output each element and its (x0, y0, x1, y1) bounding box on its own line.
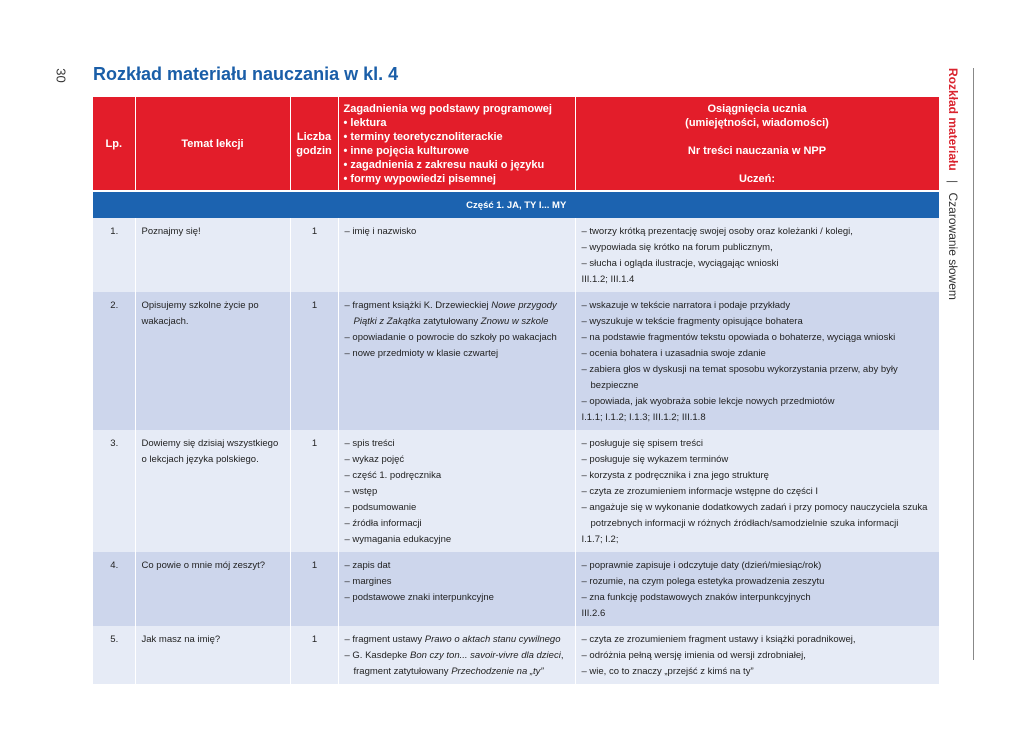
row-topic: Dowiemy się dzisiaj wszystkiego o lekcjach języka polskiego. (135, 430, 290, 552)
row-issues (338, 552, 575, 626)
row-achievements (575, 626, 939, 684)
running-header-separator: | (946, 180, 960, 184)
row-hours: 1 (290, 292, 338, 430)
header-hours (290, 97, 338, 191)
table-row (93, 218, 939, 292)
row-issues (338, 626, 575, 684)
row-topic: Opisujemy szkolne życie po wakacjach. (135, 292, 290, 430)
page-title: Rozkład materiału nauczania w kl. 4 (93, 64, 399, 84)
achievement-item: – opowiada, jak wyobraża sobie lekcje nowych przedmiotów (581, 396, 835, 407)
issue-text: – fragment książki K. Drzewieckiej (344, 300, 492, 311)
achievement-item: – tworzy krótką prezentację swojej osoby oraz koleżanki / kolegi, (581, 226, 853, 237)
issue-item: – część 1. podręcznika (344, 470, 442, 481)
row-topic: Poznajmy się! (135, 218, 290, 292)
issue-item: – margines (344, 576, 392, 587)
header-issues-line: • inne pojęcia kulturowe (343, 144, 469, 157)
issue-item: – imię i nazwisko (344, 226, 417, 237)
row-topic: Jak masz na imię? (135, 626, 290, 684)
issue-item: – wykaz pojęć (344, 454, 405, 465)
issue-text: , fragment zatytułowany (353, 650, 564, 677)
header-achievements-line: Uczeń: (738, 172, 776, 185)
row-number: 4. (93, 552, 135, 626)
header-issues-line: • terminy teoretycznoliterackie (343, 130, 503, 143)
book-title: Nowe przygody Piątki z Zakątka (353, 300, 557, 327)
row-number: 5. (93, 626, 135, 684)
header-lp: Lp. (93, 97, 135, 191)
row-achievements (575, 552, 939, 626)
header-hours-line2: godzin (296, 144, 332, 157)
header-topic: Temat lekcji (135, 97, 290, 191)
row-achievements (575, 292, 939, 430)
row-hours: 1 (290, 552, 338, 626)
issue-item: – wstęp (344, 486, 378, 497)
header-achievements-line: Nr treści nauczania w NPP (687, 144, 827, 157)
running-header-section: Rozkład materiału (946, 68, 960, 171)
achievement-item: – wie, co to znaczy „przejść z kimś na ty” (581, 666, 754, 677)
row-issues (338, 430, 575, 552)
running-header-chapter: Czarowanie słowem (946, 192, 960, 300)
table-row (93, 430, 939, 552)
issue-text: zatytułowany (420, 316, 481, 327)
issue-item: – opowiadanie o powrocie do szkoły po wakacjach (344, 332, 557, 343)
table-row (93, 626, 939, 684)
achievement-item: – zabiera głos w dyskusji na temat sposobu wykorzystania przerw, aby były bezpieczne (581, 364, 898, 391)
achievement-item: – korzysta z podręcznika i zna jego strukturę (581, 470, 769, 481)
law-title: Prawo o aktach stanu cywilnego (424, 634, 561, 645)
row-topic: Co powie o mnie mój zeszyt? (135, 552, 290, 626)
row-issues (338, 218, 575, 292)
table-row (93, 552, 939, 626)
issue-item: – podsumowanie (344, 502, 417, 513)
achievement-item: – wyszukuje w tekście fragmenty opisujące bohatera (581, 316, 803, 327)
table-row (93, 292, 939, 430)
curriculum-codes: III.2.6 (581, 608, 606, 619)
row-issues (338, 292, 575, 430)
achievement-item: – na podstawie fragmentów tekstu opowiada o bohaterze, wyciąga wnioski (581, 332, 896, 343)
issue-item: – źródła informacji (344, 518, 422, 529)
row-hours: 1 (290, 218, 338, 292)
header-hours-line1: Liczba (296, 130, 332, 143)
part-title: Część 1. JA, TY I... MY (93, 191, 939, 218)
row-number: 3. (93, 430, 135, 552)
header-issues-line: Zagadnienia wg podstawy programowej (343, 102, 552, 115)
header-issues-line: • formy wypowiedzi pisemnej (343, 172, 496, 185)
header-issues-line: • lektura (343, 116, 387, 129)
achievement-item: – poprawnie zapisuje i odczytuje daty (dzień/miesiąc/rok) (581, 560, 822, 571)
achievement-item: – posługuje się wykazem terminów (581, 454, 729, 465)
achievement-item: – wskazuje w tekście narratora i podaje przykłady (581, 300, 791, 311)
achievement-item: – rozumie, na czym polega estetyka prowadzenia zeszytu (581, 576, 825, 587)
running-header (946, 68, 960, 300)
curriculum-codes: I.1.1; I.1.2; I.1.3; III.1.2; III.1.8 (581, 412, 706, 423)
book-title: Bon czy ton... savoir-vivre dla dzieci (409, 650, 561, 661)
issue-item: – podstawowe znaki interpunkcyjne (344, 592, 494, 603)
chapter-title: Przechodzenie na „ty” (451, 666, 544, 677)
page-number: 30 (53, 68, 69, 83)
issue-item: – spis treści (344, 438, 395, 449)
chapter-title: Znowu w szkole (480, 316, 549, 327)
issue-text: – G. Kasdepke (344, 650, 410, 661)
row-achievements (575, 218, 939, 292)
achievement-item: – ocenia bohatera i uzasadnia swoje zdanie (581, 348, 766, 359)
header-issues (338, 97, 575, 191)
achievement-item: – angażuje się w wykonanie dodatkowych zadań i przy pomocy nauczyciela szuka potrzebnych informacji w różnych źródłach/samodzielnie szuka informacji (581, 502, 928, 529)
issue-item: – wymagania edukacyjne (344, 534, 452, 545)
row-hours: 1 (290, 430, 338, 552)
issue-item (345, 648, 570, 680)
achievement-item: – czyta ze zrozumieniem fragment ustawy i książki poradnikowej, (581, 634, 856, 645)
achievement-item: – słucha i ogląda ilustracje, wyciągając wnioski (581, 258, 779, 269)
achievement-item: – odróżnia pełną wersję imienia od wersji zdrobniałej, (581, 650, 806, 661)
row-number: 1. (93, 218, 135, 292)
issue-text: – fragment ustawy (344, 634, 425, 645)
part-row (93, 191, 939, 218)
row-achievements (575, 430, 939, 552)
achievement-item: – wypowiada się krótko na forum publicznym, (581, 242, 773, 253)
header-issues-line: • zagadnienia z zakresu nauki o języku (343, 158, 545, 171)
row-hours: 1 (290, 626, 338, 684)
header-achievements-line: Osiągnięcia ucznia (707, 102, 807, 115)
achievement-item: – czyta ze zrozumieniem informacje wstępne do części I (581, 486, 819, 497)
achievement-item: – zna funkcję podstawowych znaków interpunkcyjnych (581, 592, 811, 603)
curriculum-codes: I.1.7; I.2; (581, 534, 619, 545)
issue-item (345, 632, 570, 648)
curriculum-codes: III.1.2; III.1.4 (581, 274, 635, 285)
issue-item: – nowe przedmioty w klasie czwartej (344, 348, 499, 359)
issue-item: – zapis dat (344, 560, 391, 571)
schedule-table (93, 97, 940, 684)
row-number: 2. (93, 292, 135, 430)
issue-item (345, 298, 570, 330)
header-achievements (575, 97, 939, 191)
header-row (93, 97, 939, 191)
header-achievements-line: (umiejętności, wiadomości) (685, 116, 829, 129)
achievement-item: – posługuje się spisem treści (581, 438, 703, 449)
side-rule (973, 68, 974, 660)
